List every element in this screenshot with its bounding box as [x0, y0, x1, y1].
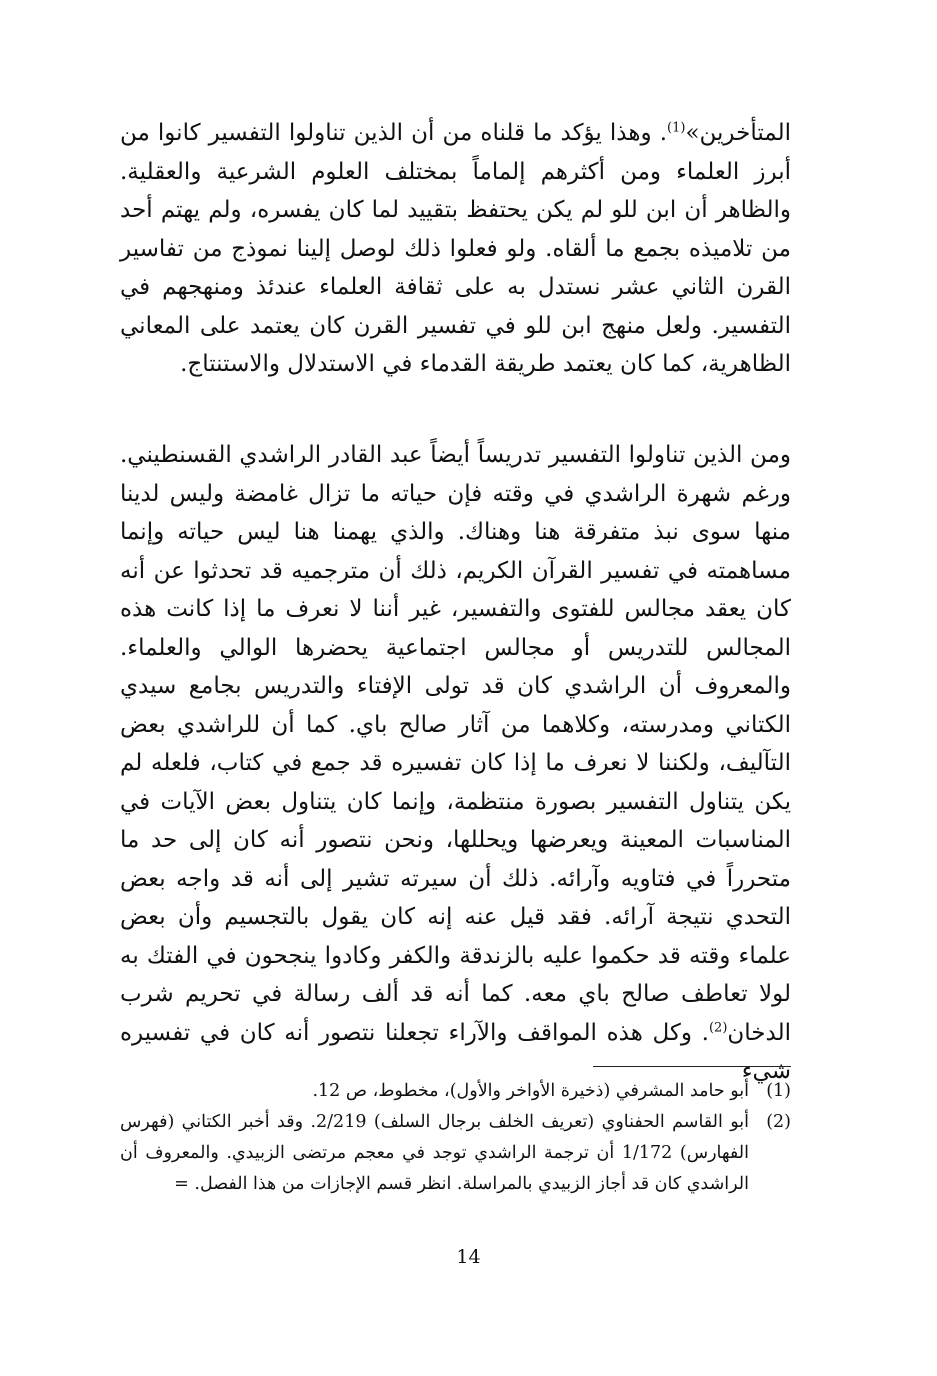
- footnote-1: [120, 1076, 791, 1107]
- paragraph-2-text-start: ومن الذين تناولوا التفسير تدريساً أيضاً عبد القادر الراشدي القسنطيني. ورغم شهرة الراشدي في وقته فإن حياته ما تزال غامضة وليس لدينا منها سوى نبذ متفرقة هنا وهناك. والذي يهمنا هنا ليس حياته وإنما مساهمته في تفسير القرآن الكريم، ذلك أن مترجميه قد تحدثوا عن أنه كان يعقد مجالس للفتوى والتفسير، غير أننا لا نعرف ما إذا كانت هذه المجالس للتدريس أو مجالس اجتماعية يحضرها الوالي والعلماء. والمعروف أن الراشدي كان قد تولى الإفتاء والتدريس بجامع سيدي الكتاني ومدرسته، وكلاهما من آثار صالح باي. كما أن للراشدي بعض التآليف، ولكننا لا نعرف ما إذا كان تفسيره قد جمع في كتاب، فلعله لم يكن يتناول التفسير بصورة منتظمة، وإنما كان يتناول بعض الآيات في المناسبات المعينة ويعرضها ويحللها، ونحن نتصور أنه كان إلى حد ما متحرراً في فتاويه وآرائه. ذلك أن سيرته تشير إلى أنه قد واجه بعض التحدي نتيجة آرائه. فقد قيل عنه إنه كان يقول بالتجسيم وأن بعض علماء وقته قد حكموا عليه بالزندقة والكفر وكادوا ينجحون في الفتك به لولا تعاطف صالح باي معه. كما أنه قد ألف رسالة في تحريم شرب الدخان: [120, 442, 791, 1046]
- body-paragraph-1: [120, 114, 791, 384]
- footnote-2-text: أبو القاسم الحفناوي (تعريف الخلف برجال السلف) 2/219. وقد أخبر الكتاني (فهرس الفهارس) 1/172 أن ترجمة الراشدي توجد في معجم مرتضى الزبيدي. والمعروف أن الراشدي كان قد أجاز الزبيدي بالمراسلة. انظر قسم الإجازات من هذا الفصل. =: [120, 1112, 750, 1194]
- footnote-divider: [593, 1066, 791, 1067]
- footnote-2-marker: (2): [766, 1112, 791, 1132]
- footnote-1-marker: (1): [766, 1081, 791, 1101]
- paragraph-1-text-start: المتأخرين»: [685, 120, 791, 146]
- paragraph-2-text-end: . وكل هذه المواقف والآراء تجعلنا نتصور أنه كان في تفسيره شيء: [120, 1019, 791, 1084]
- body-paragraph-2: [120, 436, 791, 1091]
- paragraph-1-text-end: . وهذا يؤكد ما قلناه من أن الذين تناولوا التفسير كانوا من أبرز العلماء ومن أكثرهم إلماماً بمختلف العلوم الشرعية والعقلية. والظاهر أن ابن للو لم يكن يحتفظ بتقييد لما كان يفسره، ولم يهتم أحد من تلاميذه بجمع ما ألقاه. ولو فعلوا ذلك لوصل إلينا نموذج من تفاسير القرن الثاني عشر نستدل به على ثقافة العلماء عندئذ ومنهجهم في التفسير. ولعل منهج ابن للو في تفسير القرن كان يعتمد على المعاني الظاهرية، كما كان يعتمد طريقة القدماء في الاستدلال والاستنتاج.: [120, 120, 791, 377]
- page-number: 14: [456, 1246, 481, 1268]
- footnote-ref-2: (2): [708, 1019, 728, 1035]
- footnote-1-text: أبو حامد المشرفي (ذخيرة الأواخر والأول)، مخطوط، ص 12.: [312, 1081, 749, 1101]
- footnote-2: [120, 1107, 791, 1200]
- footnotes-list: [120, 1076, 791, 1200]
- footnote-ref-1: (1): [667, 120, 686, 136]
